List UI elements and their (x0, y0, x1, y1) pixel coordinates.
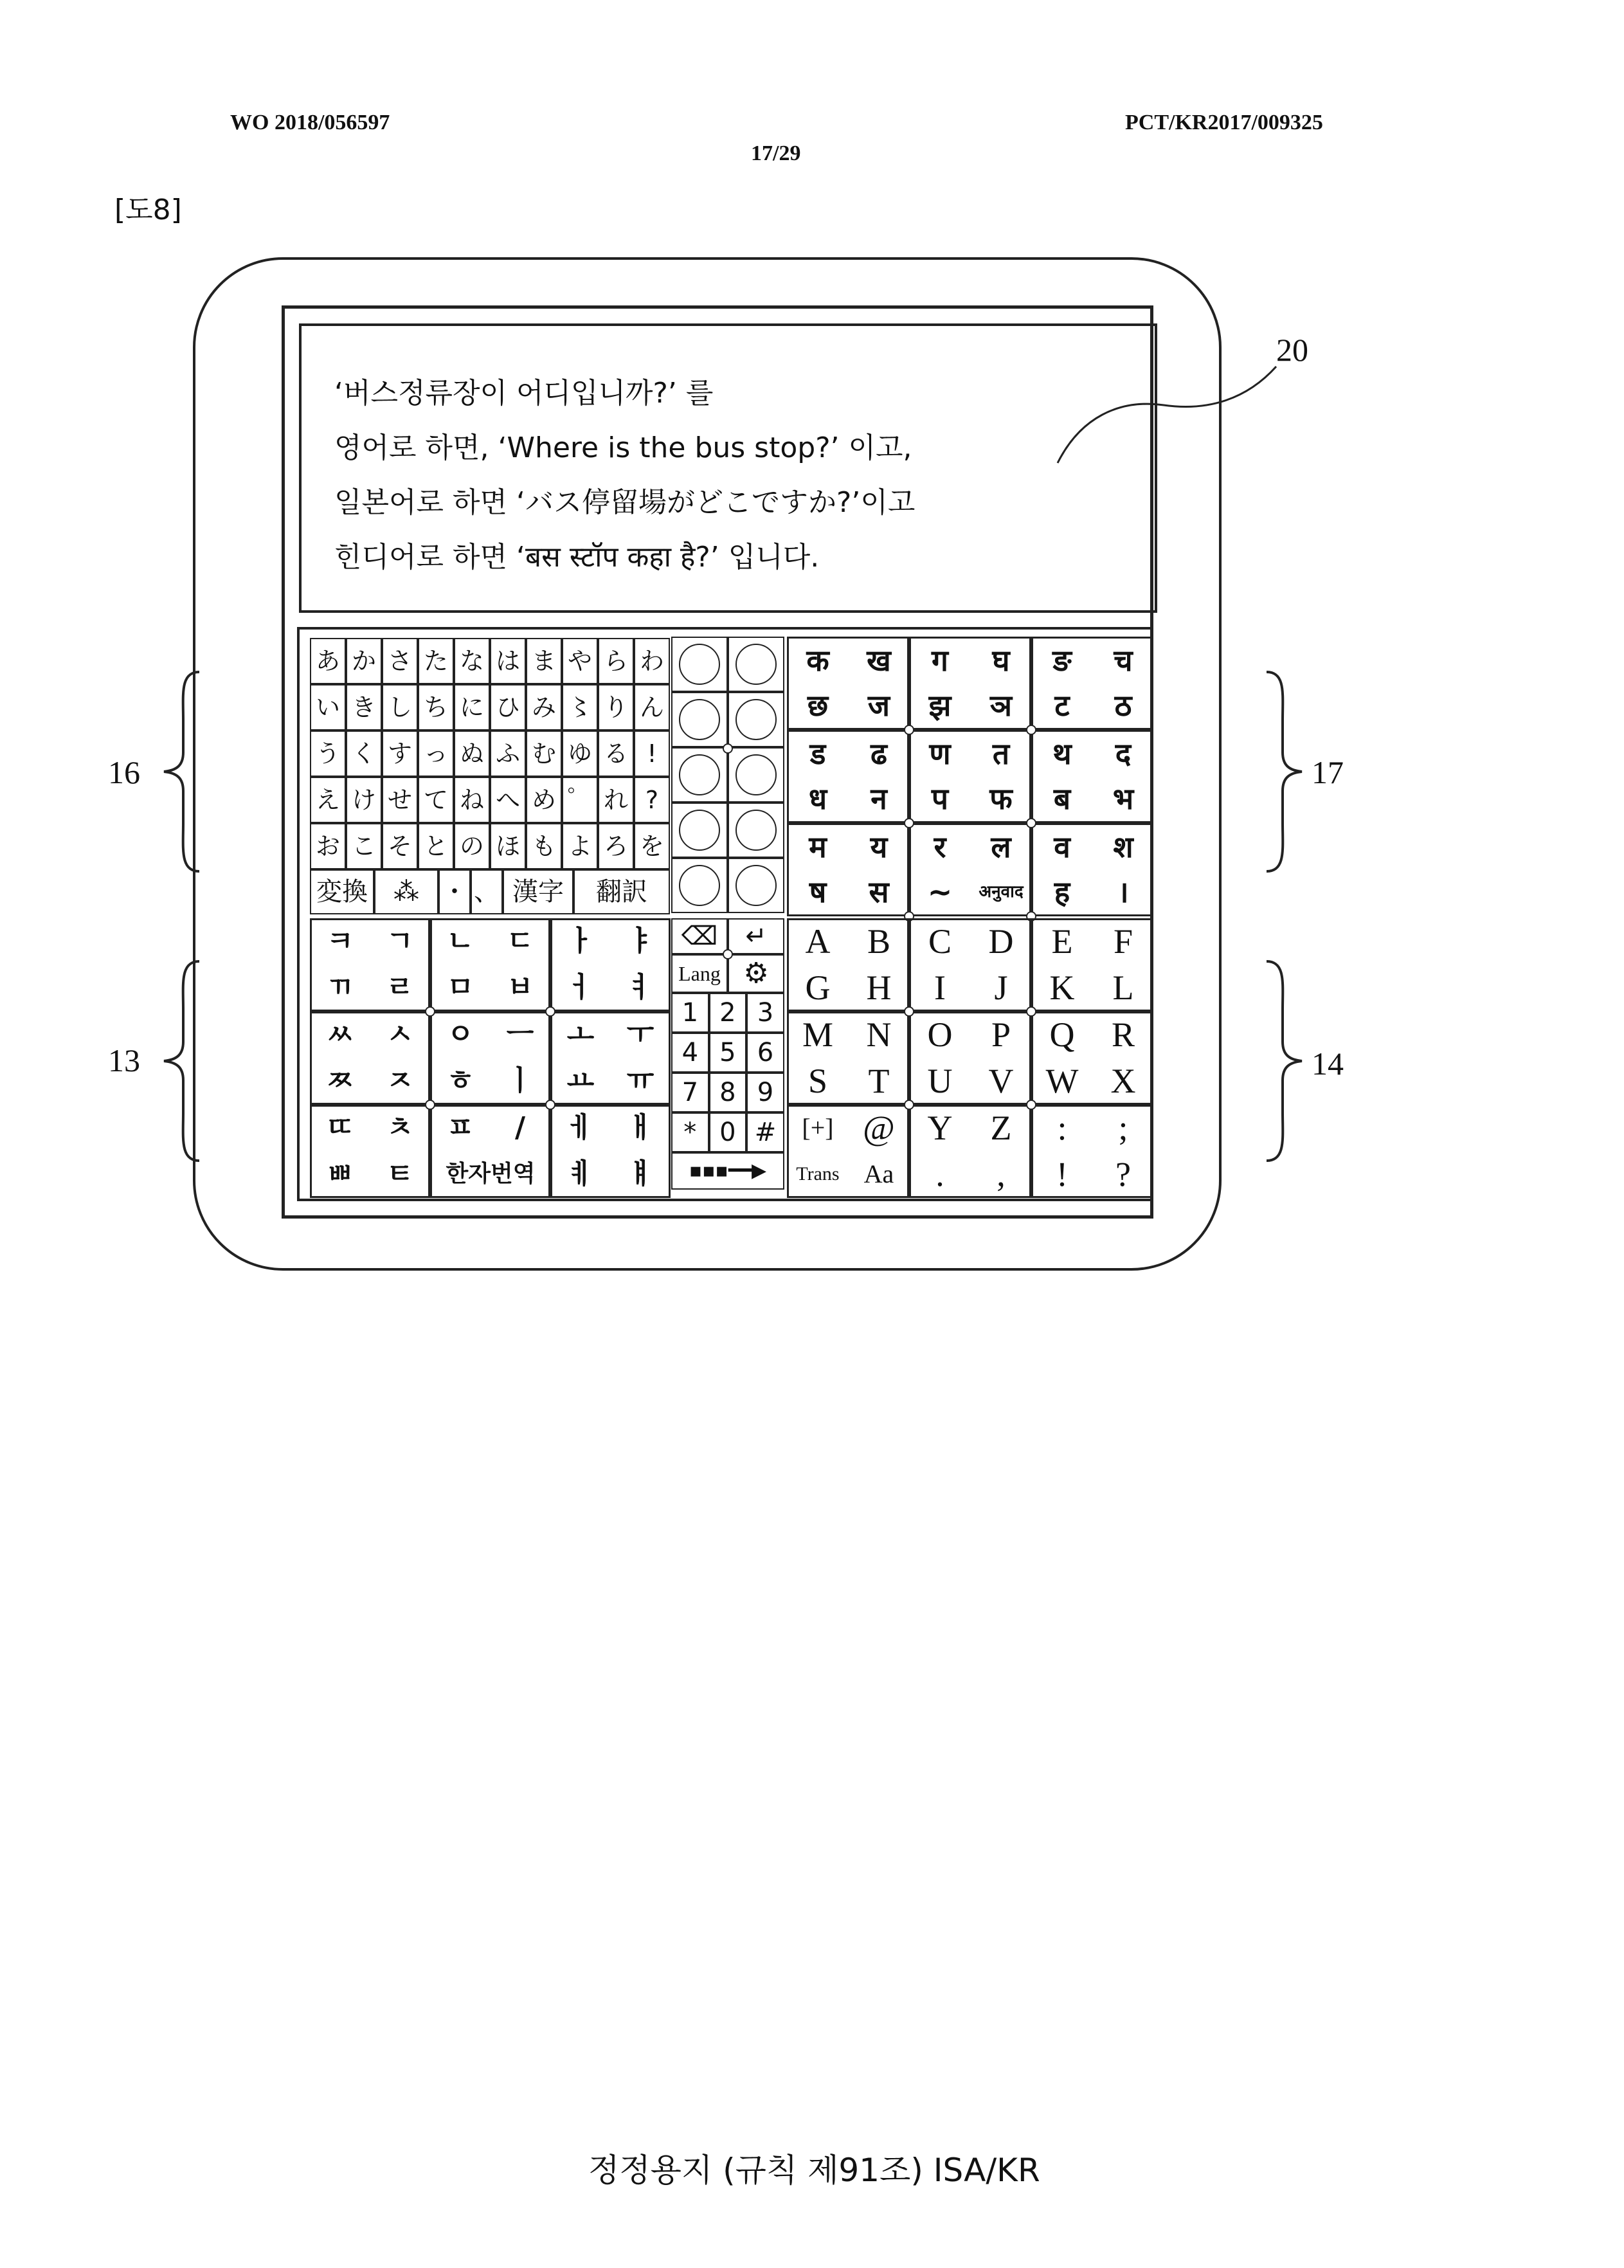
japanese-key[interactable]: て (418, 777, 454, 823)
hindi-key[interactable]: न (871, 781, 887, 816)
japanese-key[interactable]: か (346, 638, 382, 684)
joint-marker (723, 949, 733, 959)
japanese-key[interactable]: け (346, 777, 382, 823)
japanese-key[interactable]: み (526, 684, 562, 730)
japanese-key[interactable]: い (310, 684, 346, 730)
english-key[interactable]: X (1110, 1062, 1136, 1100)
english-key[interactable]: E (1051, 922, 1073, 961)
korean-key[interactable]: ㅆ (326, 1018, 354, 1051)
japanese-key[interactable]: す (382, 730, 418, 777)
english-key[interactable]: A (805, 922, 831, 961)
japanese-key[interactable]: や (562, 638, 598, 684)
english-key[interactable]: Y (927, 1109, 953, 1147)
english-key[interactable]: K (1049, 968, 1075, 1007)
korean-key[interactable]: ㅈ (386, 1064, 414, 1097)
figure-label: [도8] (114, 194, 182, 226)
korean-key[interactable]: ㅖ (566, 1157, 595, 1190)
korean-key[interactable]: ㄸ (326, 1111, 354, 1144)
japanese-key[interactable]: な (454, 638, 490, 684)
brace-13 (161, 958, 206, 1164)
brace-14 (1260, 958, 1305, 1164)
hindi-key[interactable]: ~ (927, 875, 953, 909)
korean-key[interactable]: ㅍ (446, 1111, 474, 1144)
english-key[interactable]: B (867, 922, 891, 961)
english-key[interactable]: M (802, 1015, 833, 1054)
japanese-key[interactable]: り (598, 684, 634, 730)
digit-key[interactable]: 1 (671, 993, 709, 1033)
hindi-key[interactable]: ड (809, 736, 826, 771)
korean-key[interactable]: ㄴ (446, 925, 474, 957)
english-key[interactable]: ? (1115, 1155, 1131, 1193)
japanese-key[interactable]: く (346, 730, 382, 777)
joint-marker (904, 818, 914, 828)
japanese-key[interactable]: る (598, 730, 634, 777)
enter-key[interactable]: ↵ (728, 918, 784, 954)
ref-13: 13 (108, 1042, 140, 1078)
kiss-face-icon (735, 699, 777, 740)
hindi-key[interactable]: छ (807, 688, 829, 723)
korean-key[interactable]: ㄱ (386, 925, 414, 957)
korean-key[interactable]: ㅅ (386, 1018, 414, 1051)
application-number: PCT/KR2017/009325 (1125, 111, 1323, 134)
hindi-key[interactable]: झ (928, 688, 952, 723)
hindi-key[interactable]: म (809, 830, 827, 864)
japanese-key[interactable]: そ (382, 823, 418, 869)
japanese-key[interactable]: ね (454, 777, 490, 823)
english-key[interactable]: G (805, 968, 831, 1007)
hindi-key[interactable]: द (1115, 736, 1132, 771)
english-key[interactable]: I (934, 968, 946, 1007)
japanese-key[interactable]: ぬ (454, 730, 490, 777)
bird-icon (679, 754, 720, 795)
japanese-key[interactable]: ゜ (562, 777, 598, 823)
japanese-key[interactable]: し (382, 684, 418, 730)
english-key[interactable]: O (927, 1015, 953, 1054)
hindi-key[interactable]: थ (1052, 736, 1072, 771)
korean-key[interactable]: ㅑ (626, 925, 654, 957)
joint-marker (425, 1100, 435, 1110)
hindi-key[interactable]: व (1054, 830, 1070, 864)
english-key[interactable]: J (994, 968, 1008, 1007)
korean-key[interactable]: ㄷ (506, 925, 534, 957)
japanese-key[interactable]: わ (634, 638, 670, 684)
english-key[interactable]: Q (1049, 1015, 1075, 1054)
korean-key[interactable]: ㅌ (386, 1157, 414, 1190)
hindi-key[interactable]: त (992, 736, 1010, 771)
english-key[interactable]: [+] (802, 1113, 834, 1142)
korean-key[interactable]: ㅃ (326, 1157, 354, 1190)
korean-key[interactable]: ㅉ (326, 1064, 354, 1097)
hindi-key[interactable]: स (869, 875, 889, 909)
english-key[interactable]: T (868, 1062, 890, 1100)
hindi-key[interactable]: ष (809, 875, 827, 909)
hindi-key[interactable]: फ (989, 781, 1013, 816)
hindi-key[interactable]: ख (867, 643, 891, 678)
japanese-function-key[interactable]: 翻訳 (573, 869, 670, 914)
japanese-function-key[interactable]: 、 (471, 869, 503, 914)
japanese-key[interactable]: は (490, 638, 526, 684)
english-key[interactable]: R (1111, 1015, 1135, 1054)
joint-marker (425, 1006, 435, 1017)
japanese-key[interactable]: へ (490, 777, 526, 823)
ref-17: 17 (1312, 754, 1344, 790)
joint-marker (723, 743, 733, 754)
english-key[interactable]: , (997, 1155, 1006, 1193)
japanese-key[interactable]: に (454, 684, 490, 730)
korean-key[interactable]: ㅐ (626, 1111, 654, 1144)
english-key[interactable]: ; (1118, 1109, 1128, 1147)
english-key[interactable]: U (927, 1062, 953, 1100)
hindi-key[interactable]: र (934, 830, 946, 864)
hindi-key[interactable]: ह (1054, 875, 1070, 909)
english-key[interactable]: . (935, 1155, 944, 1193)
panda-icon (679, 810, 720, 851)
hindi-key[interactable]: य (870, 830, 888, 864)
japanese-function-key[interactable]: 漢字 (503, 869, 573, 914)
hindi-key[interactable]: भ (1112, 781, 1134, 816)
english-key[interactable]: P (991, 1015, 1011, 1054)
english-key[interactable]: Aa (863, 1159, 894, 1188)
japanese-key[interactable]: 〻 (562, 684, 598, 730)
japanese-key[interactable]: め (526, 777, 562, 823)
digit-key[interactable]: 2 (709, 993, 747, 1033)
joint-marker (545, 1100, 555, 1110)
japanese-key[interactable]: ち (418, 684, 454, 730)
japanese-key[interactable]: う (310, 730, 346, 777)
korean-key[interactable]: / (514, 1111, 526, 1144)
english-key[interactable]: C (928, 922, 952, 961)
japanese-key[interactable]: ゆ (562, 730, 598, 777)
japanese-key[interactable]: を (634, 823, 670, 869)
english-key[interactable]: : (1057, 1109, 1067, 1147)
hindi-key[interactable]: प (931, 781, 949, 816)
joint-marker (545, 1006, 555, 1017)
digit-key[interactable]: 6 (746, 1033, 784, 1073)
hindi-key[interactable]: ढ (871, 736, 887, 771)
coffee-icon (679, 644, 720, 685)
japanese-function-key[interactable]: ⁂ (374, 869, 438, 914)
korean-key[interactable]: ㅛ (566, 1064, 595, 1097)
korean-key[interactable]: ㄹ (386, 971, 414, 1004)
hindi-key[interactable]: ब (1053, 781, 1071, 816)
settings-gear-icon[interactable]: ⚙ (728, 954, 784, 993)
joint-marker (904, 1006, 914, 1017)
japanese-key[interactable]: む (526, 730, 562, 777)
english-key[interactable]: ! (1056, 1155, 1068, 1193)
japanese-key[interactable]: せ (382, 777, 418, 823)
japanese-key[interactable]: あ (310, 638, 346, 684)
hindi-key[interactable]: श (1113, 830, 1133, 864)
japanese-key[interactable]: ほ (490, 823, 526, 869)
japanese-function-key[interactable]: ・ (438, 869, 471, 914)
korean-key[interactable]: 한자번역 (446, 1161, 536, 1187)
japanese-key[interactable]: っ (418, 730, 454, 777)
english-key[interactable]: @ (863, 1109, 895, 1147)
japanese-key[interactable]: さ (382, 638, 418, 684)
joint-marker (1026, 1006, 1036, 1017)
korean-key[interactable]: ㅏ (566, 925, 595, 957)
japanese-key[interactable]: と (418, 823, 454, 869)
hindi-key[interactable]: घ (992, 643, 1010, 678)
english-key[interactable]: Z (990, 1109, 1012, 1147)
japanese-key[interactable]: き (346, 684, 382, 730)
smiley-icon (735, 644, 777, 685)
japanese-key[interactable]: お (310, 823, 346, 869)
korean-key[interactable]: ㅓ (566, 971, 595, 1004)
wink-face-icon (735, 810, 777, 851)
korean-key[interactable]: ㅎ (446, 1064, 474, 1097)
publication-number: WO 2018/056597 (230, 111, 390, 134)
japanese-function-key[interactable]: 変換 (310, 869, 374, 914)
english-key[interactable]: S (807, 1062, 828, 1100)
korean-key[interactable]: ㅜ (626, 1018, 654, 1051)
digit-key[interactable]: 4 (671, 1033, 709, 1073)
japanese-key[interactable]: ふ (490, 730, 526, 777)
english-key[interactable]: L (1112, 968, 1134, 1007)
korean-key[interactable]: ㅊ (386, 1111, 414, 1144)
joint-marker (1026, 818, 1036, 828)
korean-key[interactable]: ㅋ (326, 925, 354, 957)
hindi-key[interactable]: । (1117, 875, 1129, 909)
flower-icon (679, 699, 720, 740)
korean-key[interactable]: ㅣ (506, 1064, 534, 1097)
digit-key[interactable]: # (746, 1112, 784, 1152)
korean-key[interactable]: ㅕ (626, 971, 654, 1004)
hindi-key[interactable]: ङ (1052, 643, 1072, 678)
digit-key[interactable]: 7 (671, 1073, 709, 1112)
brace-17 (1260, 669, 1305, 875)
japanese-key[interactable]: ! (634, 730, 670, 777)
japanese-key[interactable]: た (418, 638, 454, 684)
korean-key[interactable]: ㄲ (326, 971, 354, 1004)
digit-key[interactable]: * (671, 1112, 709, 1152)
brace-16 (161, 669, 206, 875)
cake-icon (679, 865, 720, 906)
text-line-1: ‘버스정류장이 어디입니까?’ 를 (334, 377, 714, 410)
korean-key[interactable]: ㅠ (626, 1064, 654, 1097)
hindi-key[interactable]: ग (932, 643, 948, 678)
japanese-key[interactable]: ん (634, 684, 670, 730)
surprised-face-icon (735, 865, 777, 906)
japanese-key[interactable]: ま (526, 638, 562, 684)
hindi-key[interactable]: ञ (989, 688, 1013, 723)
footer-correction-note: 정정용지 (규칙 제91조) ISA/KR (588, 2152, 1040, 2189)
japanese-key[interactable]: よ (562, 823, 598, 869)
text-line-4: 힌디어로 하면 ‘बस स्टॉप कहा है?’ 입니다. (334, 541, 820, 574)
ref-20: 20 (1276, 332, 1308, 368)
english-key[interactable]: V (988, 1062, 1014, 1100)
hindi-key[interactable]: ध (808, 781, 827, 816)
hindi-key[interactable]: च (1114, 643, 1133, 678)
digit-key[interactable]: 8 (709, 1073, 747, 1112)
digit-key[interactable]: 9 (746, 1073, 784, 1112)
page-number: 17/29 (751, 141, 801, 165)
korean-key[interactable]: ㅗ (566, 1018, 595, 1051)
english-key[interactable]: D (988, 922, 1014, 961)
joint-marker (1026, 1100, 1036, 1110)
digit-key[interactable]: 3 (746, 993, 784, 1033)
japanese-key[interactable]: ? (634, 777, 670, 823)
korean-key[interactable]: ㅁ (446, 971, 474, 1004)
space-arrow-key[interactable]: ▪▪▪━━▶ (671, 1152, 784, 1190)
english-key[interactable]: W (1045, 1062, 1079, 1100)
korean-key[interactable]: ㅇ (446, 1018, 474, 1051)
korean-key[interactable]: ㅂ (506, 971, 534, 1004)
digit-key[interactable]: 5 (709, 1033, 747, 1073)
laughing-face-icon (735, 754, 777, 795)
japanese-key[interactable]: れ (598, 777, 634, 823)
joint-marker (1026, 725, 1036, 735)
lang-key[interactable]: Lang (671, 954, 728, 993)
english-key[interactable]: H (866, 968, 892, 1007)
japanese-key[interactable]: ひ (490, 684, 526, 730)
english-key[interactable]: N (866, 1015, 892, 1054)
hindi-key[interactable]: ल (991, 830, 1011, 864)
english-key[interactable]: Trans (796, 1163, 840, 1184)
text-line-3: 일본어로 하면 ‘バス停留場がどこですか?’이고 (334, 486, 916, 519)
joint-marker (904, 725, 914, 735)
backspace-key[interactable]: ⌫ (671, 918, 728, 954)
japanese-key[interactable]: ら (598, 638, 634, 684)
text-line-2: 영어로 하면, ‘Where is the bus stop?’ 이고, (334, 431, 912, 464)
hindi-key[interactable]: अनुवाद (979, 882, 1024, 902)
korean-key[interactable]: ㅔ (566, 1111, 595, 1144)
hindi-key[interactable]: क (806, 643, 829, 678)
korean-key[interactable]: ㅒ (626, 1157, 654, 1190)
korean-key[interactable]: ㅡ (506, 1018, 534, 1051)
ref-14: 14 (1312, 1046, 1344, 1082)
hindi-key[interactable]: ट (1054, 688, 1070, 723)
ref-16: 16 (108, 754, 140, 790)
japanese-key[interactable]: こ (346, 823, 382, 869)
ref-20-leader (1054, 360, 1299, 469)
hindi-key[interactable]: ज (867, 688, 890, 723)
digit-key[interactable]: 0 (709, 1112, 747, 1152)
hindi-key[interactable]: ठ (1114, 688, 1132, 723)
japanese-key[interactable]: え (310, 777, 346, 823)
japanese-key[interactable]: ろ (598, 823, 634, 869)
hindi-key[interactable]: ण (929, 736, 951, 771)
japanese-key[interactable]: も (526, 823, 562, 869)
english-key[interactable]: F (1113, 922, 1133, 961)
japanese-key[interactable]: の (454, 823, 490, 869)
joint-marker (904, 1100, 914, 1110)
